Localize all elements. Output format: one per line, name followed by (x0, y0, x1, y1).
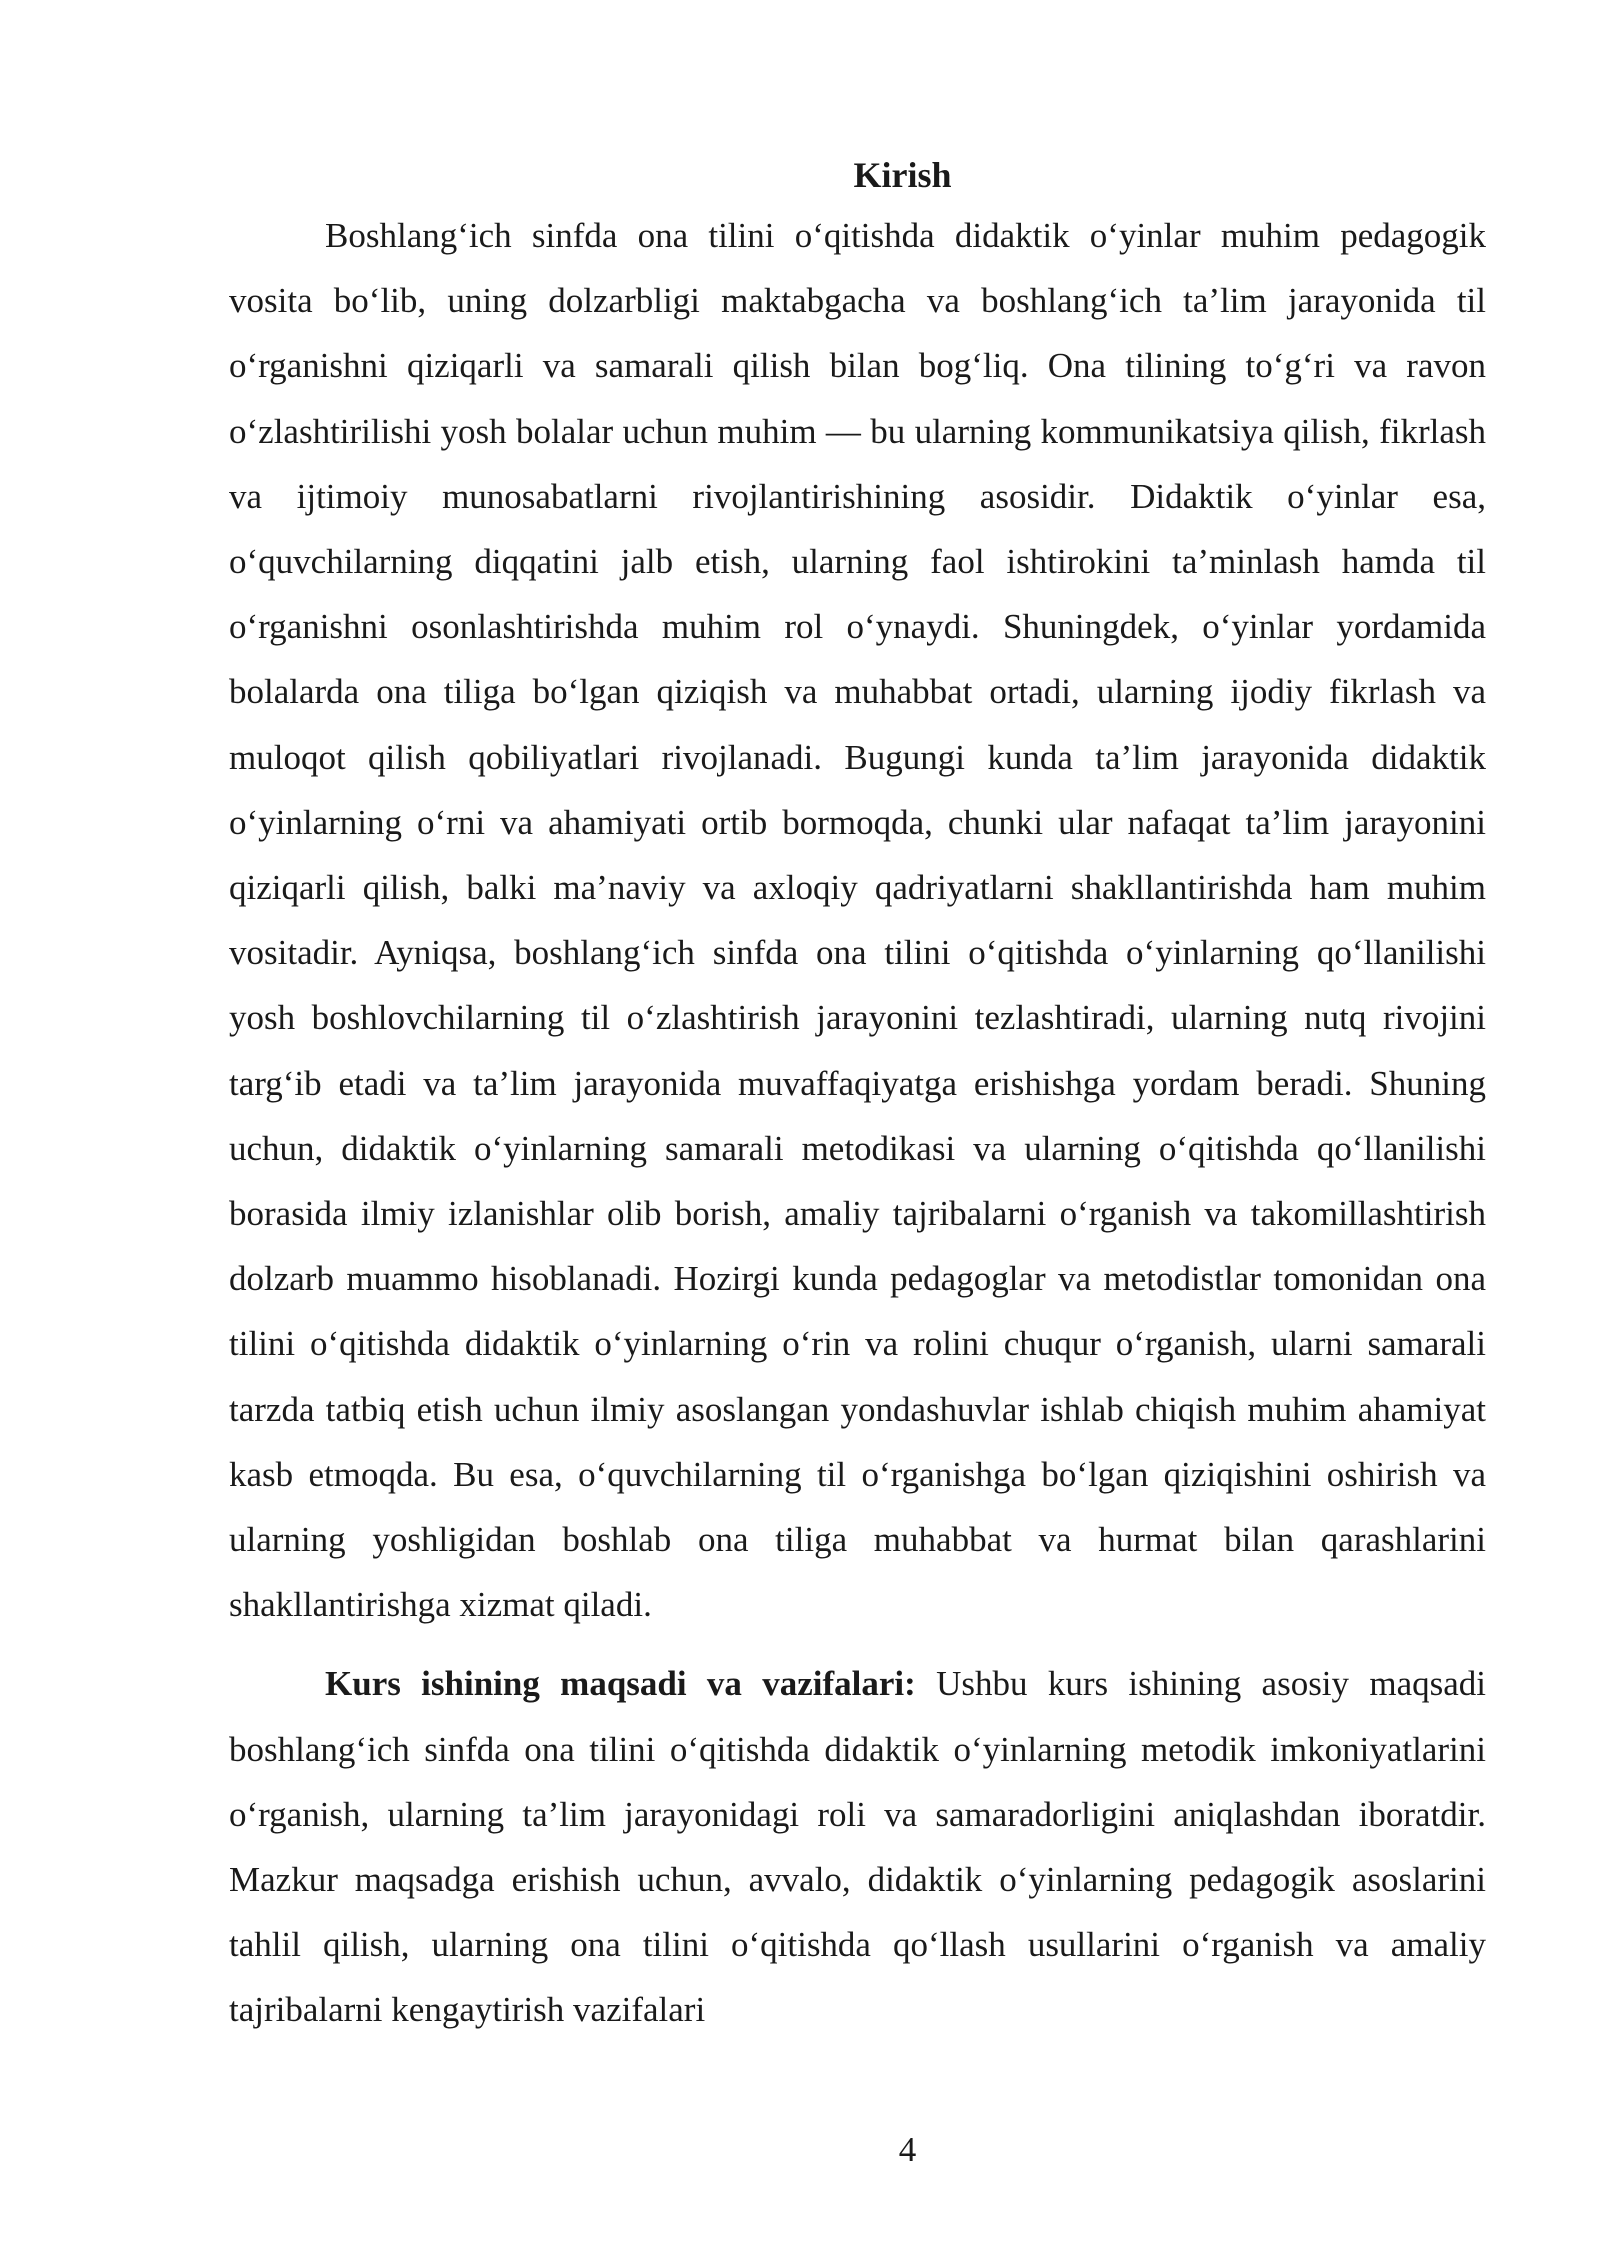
goals-body-text: Ushbu kurs ishining asosiy maqsadi boshlang‘ich sinfda ona tilini o‘qitishda didaktik o‘yinlarning metodik imkoniyatlarini o‘rganish, ularning ta’lim jarayonidagi roli va samaradorligini aniqlashdan iboratdir. Mazkur maqsadga erishish uchun, avvalo, didaktik o‘yinlarning pedagogik asoslarini tahlil qilish, ularning ona tilini o‘qitishda qo‘llash usullarini o‘rganish va amaliy tajribalarni kengaytirish vazifalari (229, 1664, 1486, 2030)
goals-lead-text: Kurs ishining maqsadi va vazifalari: (325, 1664, 916, 1704)
section-heading: Kirish (853, 155, 952, 195)
page-content (229, 148, 1486, 2043)
goals-paragraph (229, 1651, 1486, 2042)
intro-paragraph: Boshlang‘ich sinfda ona tilini o‘qitishda didaktik o‘yinlar muhim pedagogik vosita bo‘lib, uning dolzarbligi maktabgacha va boshlang‘ich ta’lim jarayonida til o‘rganishni qiziqarli va samarali qilish bilan bog‘liq. Ona tilining to‘g‘ri va ravon o‘zlashtirilishi yosh bolalar uchun muhim — bu ularning kommunikatsiya qilish, fikrlash va ijtimoiy munosabatlarni rivojlantirishining asosidir. Didaktik o‘yinlar esa, o‘quvchilarning diqqatini jalb etish, ularning faol ishtirokini ta’minlash hamda til o‘rganishni osonlashtirishda muhim rol o‘ynaydi. Shuningdek, o‘yinlar yordamida bolalarda ona tiliga bo‘lgan qiziqish va muhabbat ortadi, ularning ijodiy fikrlash va muloqot qilish qobiliyatlari rivojlanadi. Bugungi kunda ta’lim jarayonida didaktik o‘yinlarning o‘rni va ahamiyati ortib bormoqda, chunki ular nafaqat ta’lim jarayonini qiziqarli qilish, balki ma’naviy va axloqiy qadriyatlarni shakllantirishda ham muhim vositadir. Ayniqsa, boshlang‘ich sinfda ona tilini o‘qitishda o‘yinlarning qo‘llanilishi yosh boshlovchilarning til o‘zlashtirish jarayonini tezlashtiradi, ularning nutq rivojini targ‘ib etadi va ta’lim jarayonida muvaffaqiyatga erishishga yordam beradi. Shuning uchun, didaktik o‘yinlarning samarali metodikasi va ularning o‘qitishda qo‘llanilishi borasida ilmiy izlanishlar olib borish, amaliy tajribalarni o‘rganish va takomillashtirish dolzarb muammo hisoblanadi. Hozirgi kunda pedagoglar va metodistlar tomonidan ona tilini o‘qitishda didaktik o‘yinlarning o‘rin va rolini chuqur o‘rganish, ularni samarali tarzda tatbiq etish uchun ilmiy asoslangan yondashuvlar ishlab chiqish muhim ahamiyat kasb etmoqda. Bu esa, o‘quvchilarning til o‘rganishga bo‘lgan qiziqishini oshirish va ularning yoshligidan boshlab ona tiliga muhabbat va hurmat bilan qarashlarini shakllantirishga xizmat qiladi. (229, 216, 1486, 1625)
page-number: 4 (898, 2130, 917, 2169)
